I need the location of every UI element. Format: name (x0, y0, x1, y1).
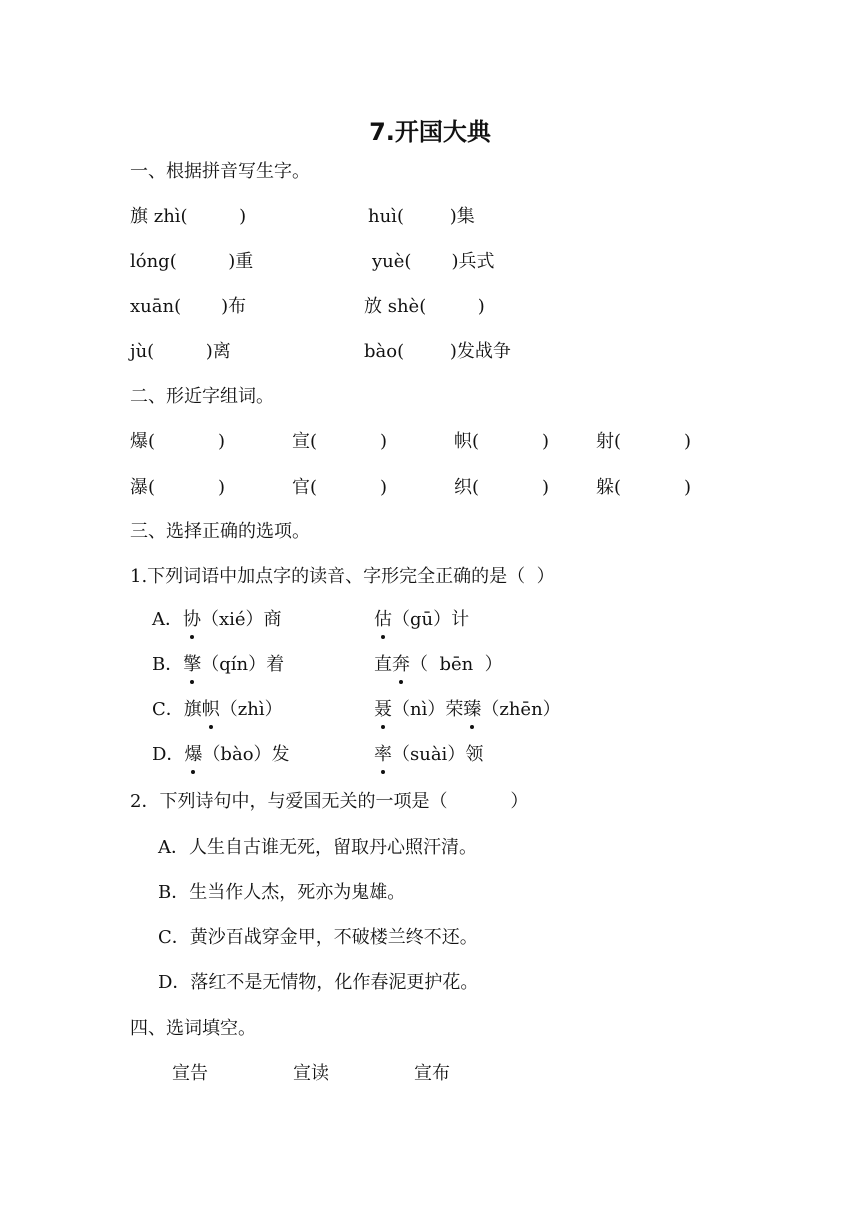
pinyin-item: 放 shè( ) (364, 296, 485, 317)
q1-option-b-left: B．擎（qín）着 (152, 654, 285, 675)
pinyin-item: yuè( )兵式 (372, 251, 495, 272)
pinyin-item: bào( )发战争 (364, 341, 511, 362)
q1-option-c-right: 聂（nì）荣臻（zhēn） (374, 699, 561, 720)
word-choice: 宣读 (293, 1063, 329, 1084)
q2-option: B．生当作人杰，死亦为鬼雄。 (158, 882, 406, 903)
page-title: 7.开国大典 (369, 118, 491, 146)
q1-option-d-right: 率（suài）领 (374, 744, 484, 765)
q2-option: D．落红不是无情物，化作春泥更护花。 (158, 972, 479, 993)
pinyin-item: xuān( )布 (130, 296, 247, 317)
q1-option-a-left: A．协（xié）商 (152, 609, 282, 630)
section-3-heading: 三、选择正确的选项。 (130, 521, 310, 542)
q1-option-a-right: 估（gū）计 (374, 609, 470, 630)
q2-option: C．黄沙百战穿金甲，不破楼兰终不还。 (158, 927, 478, 948)
word-item: 帜( ) (454, 431, 549, 452)
q1-option-b-right: 直奔（ bēn ） (374, 654, 503, 675)
word-choice: 宣告 (172, 1063, 208, 1084)
pinyin-item: jù( )离 (130, 341, 231, 362)
question-1-stem: 1.下列词语中加点字的读音、字形完全正确的是（ ） (130, 566, 555, 587)
q1-option-c-left: C．旗帜（zhì） (152, 699, 283, 720)
question-2-stem: 2．下列诗句中，与爱国无关的一项是（ ） (130, 791, 529, 812)
q2-option: A．人生自古谁无死，留取丹心照汗清。 (158, 837, 477, 858)
word-item: 织( ) (454, 477, 549, 498)
q1-option-d-left: D．爆（bào）发 (152, 744, 290, 765)
word-item: 宣( ) (292, 431, 387, 452)
pinyin-item: lóng( )重 (130, 251, 254, 272)
pinyin-item: huì( )集 (368, 206, 475, 227)
word-item: 躲( ) (596, 477, 691, 498)
section-4-heading: 四、选词填空。 (130, 1018, 256, 1039)
word-item: 射( ) (596, 431, 691, 452)
section-1-heading: 一、根据拼音写生字。 (130, 161, 310, 182)
word-item: 官( ) (292, 477, 387, 498)
pinyin-item: 旗 zhì( ) (130, 206, 247, 227)
word-item: 瀑( ) (130, 477, 225, 498)
section-2-heading: 二、形近字组词。 (130, 386, 274, 407)
word-item: 爆( ) (130, 431, 225, 452)
word-choice: 宣布 (414, 1063, 450, 1084)
